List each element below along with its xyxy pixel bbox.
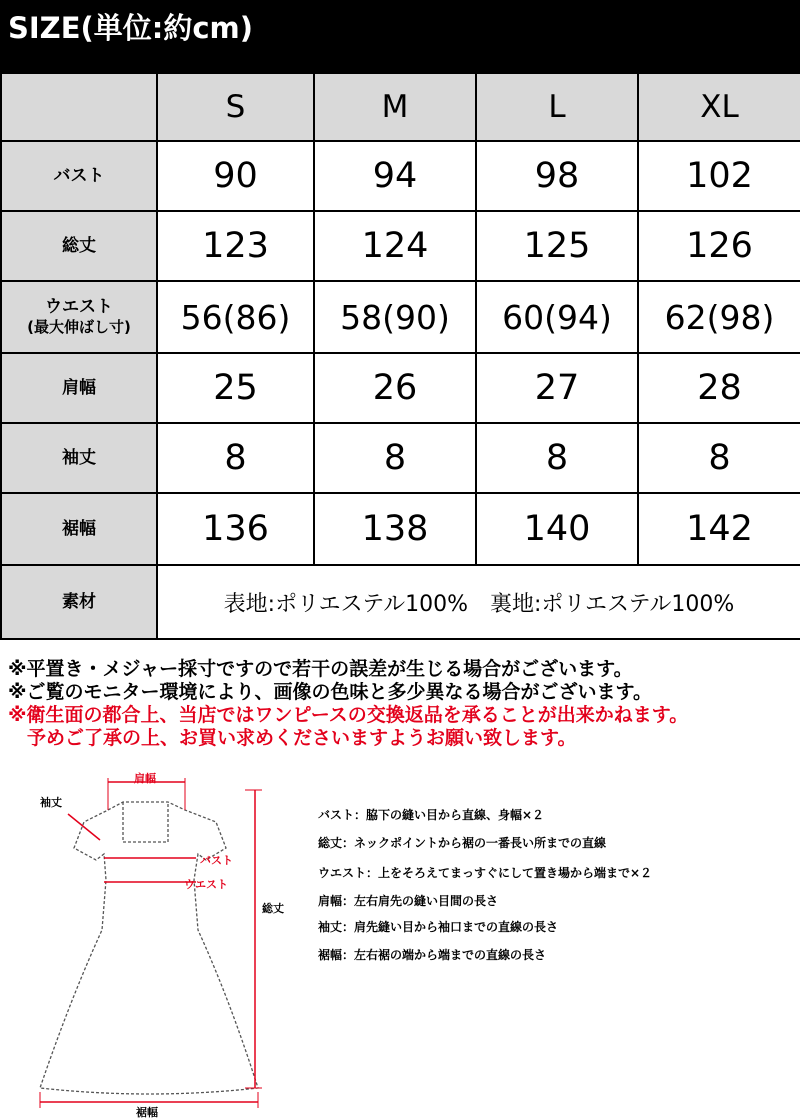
row-label-material: 素材: [1, 565, 157, 639]
size-table: [0, 72, 800, 640]
size-col-s: S: [157, 73, 314, 141]
note-line: ※ご覧のモニター環境により、画像の色味と多少異なる場合がございます。: [8, 681, 652, 703]
table-row: [1, 141, 800, 211]
legend-item: バスト：脇下の縫い目から直線、身幅×２: [318, 808, 545, 822]
table-row-material: [1, 565, 800, 639]
table-cell: 138: [314, 493, 476, 565]
row-label-sleeve: 袖丈: [1, 423, 157, 493]
row-label-length: 総丈: [1, 211, 157, 281]
notes-block: [8, 658, 798, 750]
size-col-xl: XL: [638, 73, 800, 141]
table-cell: 28: [638, 353, 800, 423]
table-cell: 25: [157, 353, 314, 423]
table-cell: 8: [638, 423, 800, 493]
table-row: [1, 423, 800, 493]
table-row: [1, 211, 800, 281]
table-cell: 8: [476, 423, 638, 493]
row-label-bust: バスト: [1, 141, 157, 211]
table-cell: 102: [638, 141, 800, 211]
note-line: ※平置き・メジャー採寸ですので若干の誤差が生じる場合がございます。: [8, 658, 633, 680]
table-cell: 142: [638, 493, 800, 565]
page-title: SIZE(単位:約cm): [8, 11, 254, 45]
table-row: [1, 353, 800, 423]
dress-illustration: [0, 770, 300, 1113]
diagram-label-sleeve: 袖丈: [40, 796, 62, 809]
diagram-label-hem: 裾幅: [136, 1106, 158, 1119]
table-cell: 98: [476, 141, 638, 211]
table-corner-cell: [1, 73, 157, 141]
table-header-row: [1, 73, 800, 141]
table-cell: 62(98): [638, 281, 800, 353]
table-cell: 136: [157, 493, 314, 565]
legend-item: 総丈：ネックポイントから裾の一番長い所までの直線: [318, 836, 607, 850]
neckline: [123, 802, 168, 842]
table-cell: 90: [157, 141, 314, 211]
sleeve-measure-line: [68, 814, 100, 840]
note-line-warning: ※衛生面の都合上、当店ではワンピースの交換返品を承ることが出来かねます。: [8, 704, 689, 726]
table-cell: 126: [638, 211, 800, 281]
size-col-l: L: [476, 73, 638, 141]
legend-item: 裾幅：左右裾の端から端までの直線の長さ: [318, 948, 547, 962]
table-cell: 8: [314, 423, 476, 493]
diagram-label-bust: バスト: [200, 854, 233, 867]
table-cell: 123: [157, 211, 314, 281]
table-cell: 94: [314, 141, 476, 211]
material-value: 表地:ポリエステル100% 裏地:ポリエステル100%: [157, 565, 800, 639]
table-row: [1, 281, 800, 353]
legend-item: ウエスト：上をそろえてまっすぐにして置き場から端まで×２: [318, 866, 653, 880]
row-label-waist-sub: (最大伸ばし寸): [27, 318, 131, 336]
header-bar: [0, 0, 800, 72]
diagram-label-shoulder: 肩幅: [134, 772, 156, 785]
row-label-shoulder: 肩幅: [1, 353, 157, 423]
row-label-waist: [1, 281, 157, 353]
table-cell: 8: [157, 423, 314, 493]
table-cell: 140: [476, 493, 638, 565]
table-cell: 60(94): [476, 281, 638, 353]
diagram-label-waist: ウエスト: [184, 878, 228, 891]
table-cell: 56(86): [157, 281, 314, 353]
table-cell: 26: [314, 353, 476, 423]
legend-item: 肩幅：左右肩先の縫い目間の長さ: [318, 894, 499, 908]
table-cell: 124: [314, 211, 476, 281]
table-cell: 58(90): [314, 281, 476, 353]
table-cell: 27: [476, 353, 638, 423]
diagram-label-length: 総丈: [262, 902, 284, 915]
note-line-warning: 予めご了承の上、お買い求めくださいますようお願い致します。: [8, 727, 577, 749]
row-label-waist-main: ウエスト: [45, 297, 113, 317]
table-row: [1, 493, 800, 565]
legend-item: 袖丈：肩先縫い目から袖口までの直線の長さ: [318, 920, 559, 934]
row-label-hem: 裾幅: [1, 493, 157, 565]
table-cell: 125: [476, 211, 638, 281]
dress-outline: [40, 802, 258, 1094]
size-col-m: M: [314, 73, 476, 141]
